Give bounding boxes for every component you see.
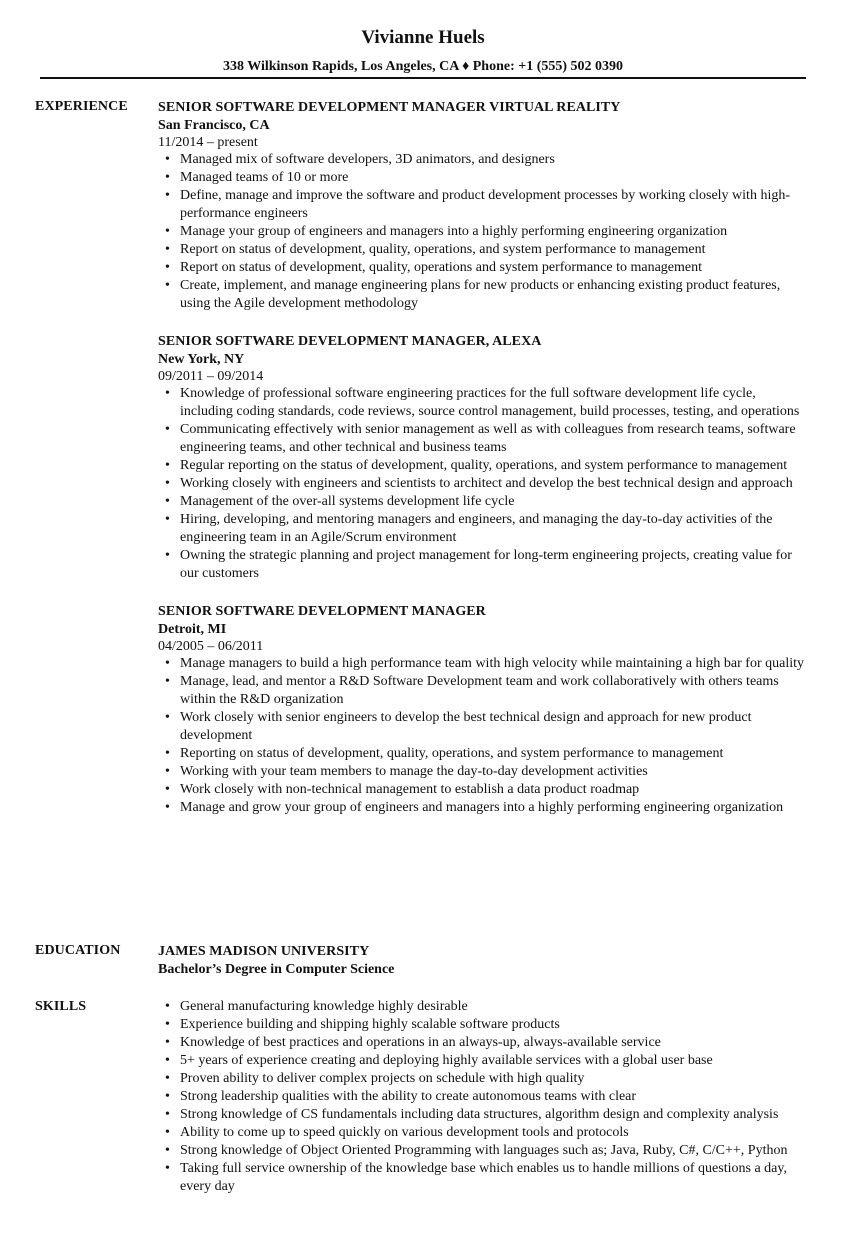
bullet-item: • Knowledge of professional software engineering practices for the full software development life cycle, including coding standards, code reviews, source control management, build processes, testing, and operations bbox=[158, 385, 810, 421]
bullet-item: • Communicating effectively with senior management as well as with colleagues from research teams, software engineering teams, and other technical and business teams bbox=[158, 421, 810, 457]
job-dates: 09/2011 – 09/2014 bbox=[158, 369, 264, 384]
bullet-item: • Work closely with non-technical management to establish a data product roadmap bbox=[158, 781, 810, 799]
bullet-item: • Managed teams of 10 or more bbox=[158, 169, 810, 187]
header-divider bbox=[40, 77, 806, 79]
section-label-experience: EXPERIENCE bbox=[35, 99, 128, 114]
job-location: San Francisco, CA bbox=[158, 118, 270, 133]
bullet-item: • Working with your team members to manage the day-to-day development activities bbox=[158, 763, 810, 781]
job-title: SENIOR SOFTWARE DEVELOPMENT MANAGER bbox=[158, 604, 486, 619]
job-bullets bbox=[158, 655, 810, 817]
skill-item: • Experience building and shipping highly scalable software products bbox=[158, 1016, 810, 1034]
bullet-item: • Reporting on status of development, quality, operations, and system performance to management bbox=[158, 745, 810, 763]
skill-item: • Taking full service ownership of the knowledge base which enables us to handle millions of questions a day, every day bbox=[158, 1160, 810, 1196]
job-bullets bbox=[158, 385, 810, 583]
skill-item: • Strong knowledge of Object Oriented Programming with languages such as; Java, Ruby, C#, C/C++, Python bbox=[158, 1142, 810, 1160]
bullet-item: • Owning the strategic planning and project management for long-term engineering projects, creating value for our customers bbox=[158, 547, 810, 583]
bullet-item: • Work closely with senior engineers to develop the best technical design and approach for new product development bbox=[158, 709, 810, 745]
skills-body bbox=[158, 998, 810, 1196]
skill-item: • Knowledge of best practices and operations in an always-up, always-available service bbox=[158, 1034, 810, 1052]
job-title: SENIOR SOFTWARE DEVELOPMENT MANAGER, ALEXA bbox=[158, 334, 542, 349]
bullet-item: • Report on status of development, quality, operations, and system performance to management bbox=[158, 241, 810, 259]
bullet-item: • Manage managers to build a high performance team with high velocity while maintaining a high bar for quality bbox=[158, 655, 810, 673]
job-dates: 11/2014 – present bbox=[158, 135, 258, 150]
degree: Bachelor’s Degree in Computer Science bbox=[158, 962, 395, 977]
bullet-item: • Managed mix of software developers, 3D animators, and designers bbox=[158, 151, 810, 169]
job-entry bbox=[158, 99, 810, 313]
bullet-item: • Create, implement, and manage engineering plans for new products or enhancing existing product features, using the Agile development methodology bbox=[158, 277, 810, 313]
experience-body bbox=[158, 99, 810, 817]
bullet-item: • Working closely with engineers and scientists to architect and develop the best technical design and approach bbox=[158, 475, 810, 493]
bullet-item: • Management of the over-all systems development life cycle bbox=[158, 493, 810, 511]
bullet-item: • Define, manage and improve the software and product development processes by working closely with high-performance engineers bbox=[158, 187, 810, 223]
skills-list bbox=[158, 998, 810, 1196]
bullet-item: • Manage your group of engineers and managers into a highly performing engineering organization bbox=[158, 223, 810, 241]
skill-item: • Strong knowledge of CS fundamentals including data structures, algorithm design and complexity analysis bbox=[158, 1106, 810, 1124]
job-dates: 04/2005 – 06/2011 bbox=[158, 639, 264, 654]
bullet-item: • Manage, lead, and mentor a R&D Software Development team and work collaboratively with others teams within the R&D organization bbox=[158, 673, 810, 709]
section-label-education: EDUCATION bbox=[35, 943, 121, 958]
school-name: JAMES MADISON UNIVERSITY bbox=[158, 944, 370, 959]
candidate-name: Vivianne Huels bbox=[361, 27, 485, 48]
job-title: SENIOR SOFTWARE DEVELOPMENT MANAGER VIRTUAL REALITY bbox=[158, 100, 621, 115]
education-body bbox=[158, 943, 810, 979]
skill-item: • Ability to come up to speed quickly on various development tools and protocols bbox=[158, 1124, 810, 1142]
skill-item: • 5+ years of experience creating and deploying highly available services with a global user base bbox=[158, 1052, 810, 1070]
bullet-item: • Hiring, developing, and mentoring managers and engineers, and managing the day-to-day activities of the engineering team in an Agile/Scrum environment bbox=[158, 511, 810, 547]
job-entry bbox=[158, 333, 810, 583]
skill-item: • Strong leadership qualities with the ability to create autonomous teams with clear bbox=[158, 1088, 810, 1106]
job-location: New York, NY bbox=[158, 352, 245, 367]
job-bullets bbox=[158, 151, 810, 313]
contact-line: 338 Wilkinson Rapids, Los Angeles, CA ♦ Phone: +1 (555) 502 0390 bbox=[222, 59, 624, 74]
job-location: Detroit, MI bbox=[158, 622, 227, 637]
bullet-item: • Manage and grow your group of engineers and managers into a highly performing engineering organization bbox=[158, 799, 810, 817]
skill-item: • Proven ability to deliver complex projects on schedule with high quality bbox=[158, 1070, 810, 1088]
bullet-item: • Report on status of development, quality, operations and system performance to management bbox=[158, 259, 810, 277]
bullet-item: • Regular reporting on the status of development, quality, operations, and system performance to management bbox=[158, 457, 810, 475]
section-label-skills: SKILLS bbox=[35, 999, 87, 1014]
skill-item: • General manufacturing knowledge highly desirable bbox=[158, 998, 810, 1016]
job-entry bbox=[158, 603, 810, 817]
